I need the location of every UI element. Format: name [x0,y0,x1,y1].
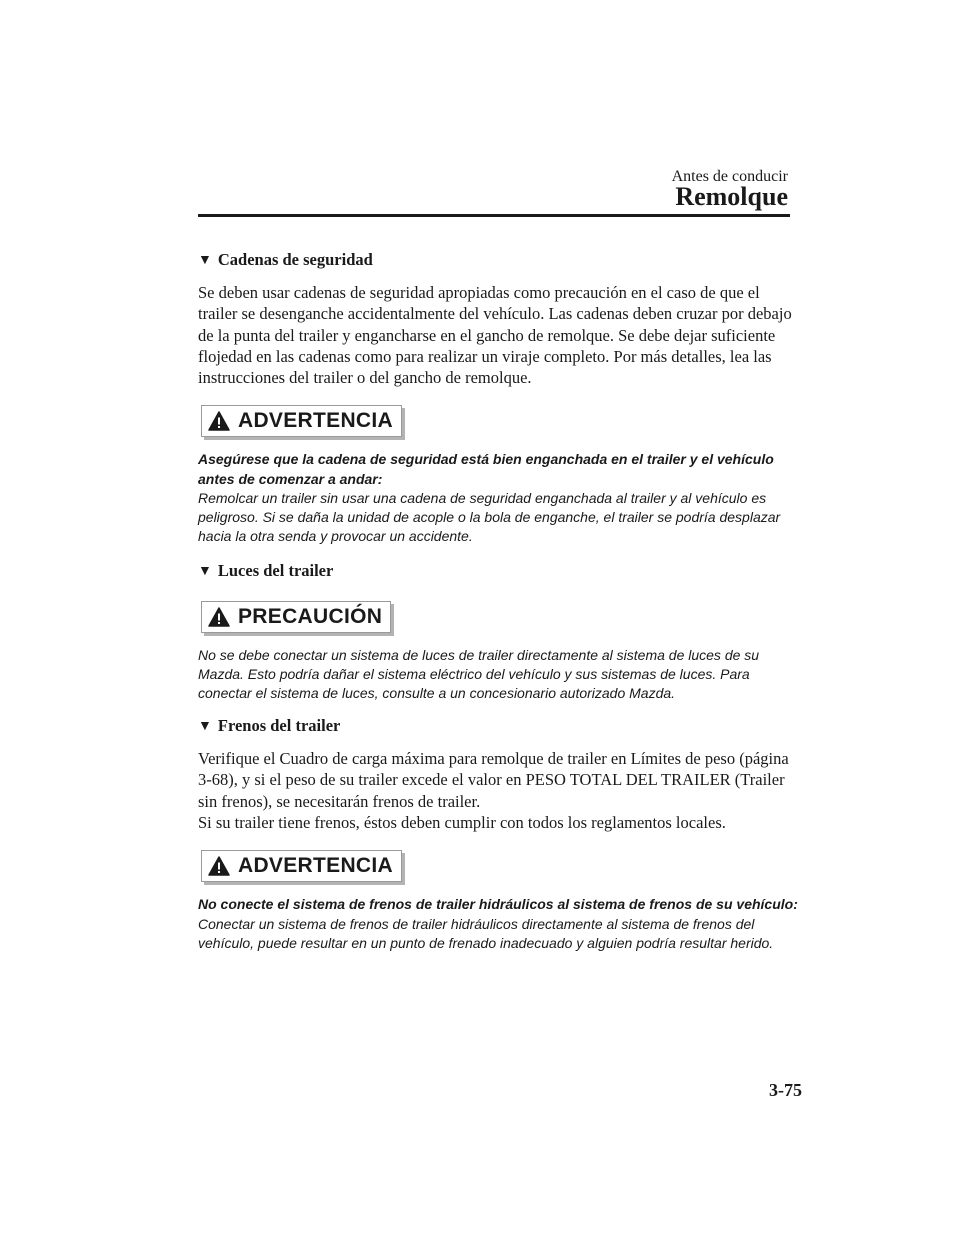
safety-chains-body: Se deben usar cadenas de seguridad apropiadas como precaución en el caso de que el trailer se desenganche accidentalmente del vehículo. Las cadenas deben cruzar por debajo de la punta del trailer y engancharse en el gancho de remolque. Se debe dejar suficiente flojedad en las cadenas como para realizar un viraje completo. Por más detalles, lea las instrucciones del trailer o del gancho de remolque. [198,283,792,388]
heading-safety-chains [198,250,798,270]
heading-trailer-lights-text: Luces del trailer [217,560,334,580]
trailer-lights-caution: No se debe conectar un sistema de luces de trailer directamente al sistema de luces de su Mazda. Esto podría dañar el sistema eléctrico del vehículo y sus sistemas de luces. Para conectar el sistema de luces, consulte a un concesionario autorizado Mazda. [198,646,760,701]
warning-label: ADVERTENCIA [238,854,393,878]
warning-triangle-icon [208,607,230,627]
warning-triangle-icon [208,411,230,431]
section-label: Antes de conducir [671,168,788,185]
heading-safety-chains-text: Cadenas de seguridad [217,250,373,269]
caution-label: PRECAUCIÓN [238,604,383,628]
trailer-brakes-warning [198,895,798,953]
page-number: 3-75 [769,1080,802,1100]
trailer-brakes-warning-text: Conectar un sistema de frenos de trailer hidráulicos directamente al sistema de frenos del vehículo, puede resultar en un punto de frenado inadecuado y alguien podría resultar herido. [198,915,774,951]
warning-triangle-icon [208,856,230,876]
warning-badge [201,850,402,882]
triangle-down-icon: ▼ [198,719,212,735]
page-content [198,250,798,953]
trailer-brakes-body-2: Si su trailer tiene frenos, éstos deben cumplir con todos los reglamentos locales. [198,813,726,832]
safety-chains-warning [198,450,798,546]
header-divider [198,214,790,217]
safety-chains-warning-title: Asegúrese que la cadena de seguridad está bien enganchada en el trailer y el vehículo antes de comenzar a andar: [198,451,774,487]
safety-chains-warning-text: Remolcar un trailer sin usar una cadena de seguridad enganchada al trailer y al vehículo es peligroso. Si se daña la unidad de acople o la bola de enganche, el trailer se podría desplazar hacia la otra senda y provocar un accidente. [198,489,781,545]
heading-trailer-brakes [198,716,798,736]
triangle-down-icon: ▼ [198,563,212,579]
trailer-brakes-body-1: Verifique el Cuadro de carga máxima para remolque de trailer en Límites de peso (página 3-68), y si el peso de su trailer excede el valor en PESO TOTAL DEL TRAILER (Trailer sin frenos), se necesitarán frenos de trailer. [198,749,789,811]
warning-badge [201,405,402,437]
caution-badge [201,601,391,633]
heading-trailer-brakes-text: Frenos del trailer [217,716,341,736]
warning-label: ADVERTENCIA [238,409,393,433]
triangle-down-icon: ▼ [198,253,212,268]
trailer-brakes-warning-title: No conecte el sistema de frenos de trailer hidráulicos al sistema de frenos de su vehículo: [198,896,798,913]
trailer-brakes-body [198,748,798,833]
page-title: Remolque [675,182,788,211]
heading-trailer-lights [198,561,798,581]
